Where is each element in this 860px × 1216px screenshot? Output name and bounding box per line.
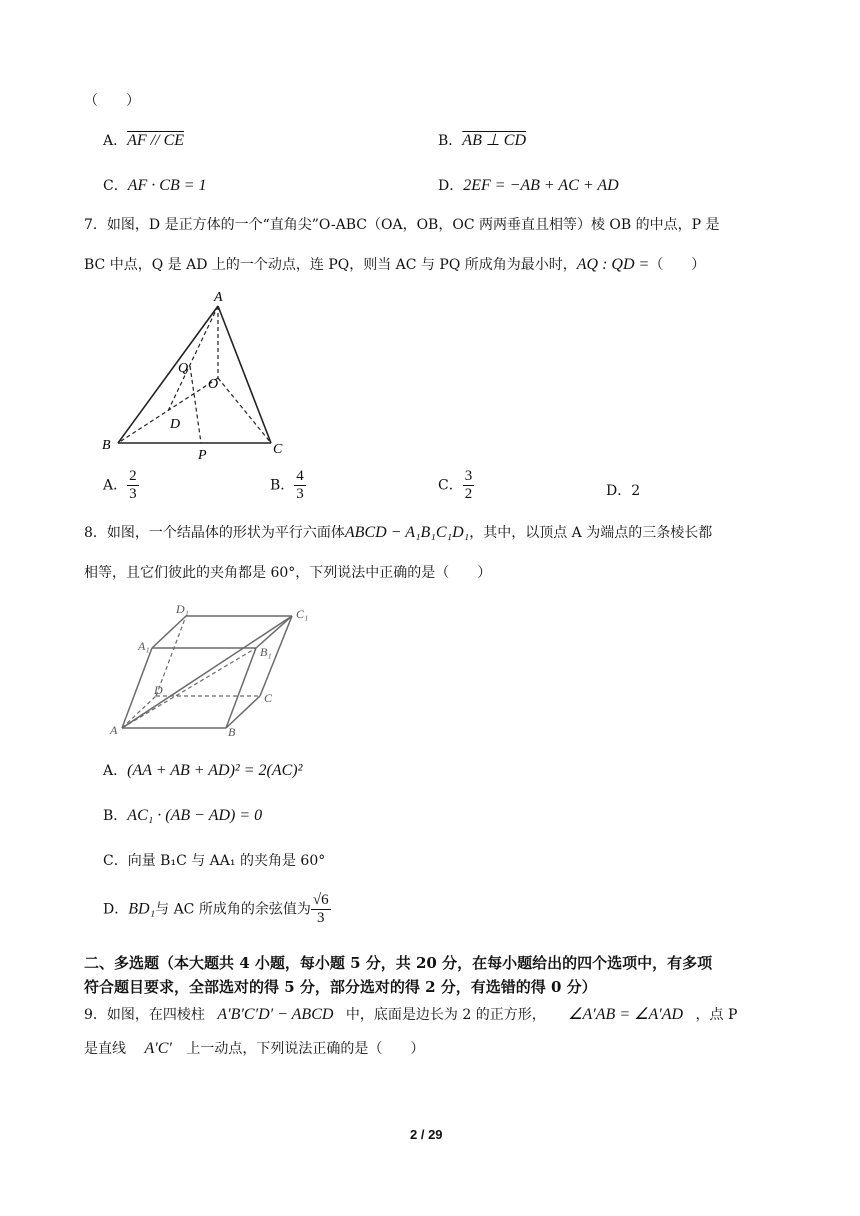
option-math: 2EF = −AB + AC + AD [463,177,619,194]
q7-label-q: Q [178,361,189,376]
q8-line1-start: 8．如图，一个结晶体的形状为平行六面体 [84,525,345,541]
numerator: √6 [312,892,329,908]
q8-stem-line2: 相等，且它们彼此的夹角都是 60°，下列说法中正确的是（ ） [84,565,492,581]
q7-label-p: P [198,448,207,463]
option-label: A． [103,763,128,779]
q8-option-d [103,892,331,927]
q9-stem-line1 [84,1004,737,1024]
q7-line2-end: （ ） [649,257,706,273]
section2-heading-line2: 符合题目要求，全部选对的得 5 分，部分选对的得 2 分，有选错的得 0 分） [84,978,597,996]
q7-label-d: D [170,417,181,432]
q7-stem-line2 [84,254,705,274]
numerator: 2 [129,468,137,484]
q7-line2-math: AQ : QD = [576,256,650,273]
option-math: AF · CB = 1 [127,177,207,194]
q7-option-b [270,468,306,503]
denominator: 2 [464,486,473,502]
q6-option-b [438,130,526,150]
denominator: 3 [296,486,304,502]
option-math: (AA + AB + AD)² = 2(AC)² [127,762,303,779]
page-number: 2 / 29 [410,1127,443,1142]
option-label: B． [270,477,295,494]
q9-line1-c: ，点 P [695,1007,738,1023]
section2-heading-line1: 二、多选题（本大题共 4 小题，每小题 5 分，共 20 分，在每小题给出的四个选项中，有多项 [84,954,713,972]
q8-label-c1: C₁ [296,607,309,621]
q7-stem-line1: 7．如图，D 是正方体的一个“直角尖”O-ABC（OA，OB，OC 两两垂直且相等）棱 OB 的中点，P 是 [84,217,720,233]
fraction [294,468,306,503]
option-math: AB ⊥ CD [462,132,527,149]
option-math: BD₁ [128,900,156,918]
q9-line2-math: A′C′ [144,1040,172,1057]
q8-label-d: D [154,683,163,697]
q8-label-c: C [264,691,273,705]
q8-parallelepiped-figure [108,598,328,740]
q9-line2-b: 上一动点，下列说法正确的是（ ） [186,1041,425,1057]
q6-option-d [438,175,619,195]
fraction [463,468,475,503]
q9-line1-b: 中，底面是边长为 2 的正方形， [345,1007,546,1023]
numerator: 4 [296,468,304,484]
option-label: A． [103,133,128,149]
q8-label-b1: B₁ [260,645,272,659]
q8-line1-math: ABCD − A₁B₁C₁D₁ [344,524,470,541]
option-label: B． [103,808,128,824]
numerator: 3 [464,468,473,484]
option-label: A． [103,477,128,494]
q9-stem-line2 [84,1038,424,1058]
q9-line1-math2: ∠A′AB = ∠A′AD [568,1006,684,1023]
q7-tetrahedron-figure [96,286,296,466]
q7-option-d: D．2 [606,483,641,499]
q7-label-o: O [208,377,219,392]
option-math: AF // CE [127,132,185,149]
option-label: C． [438,477,463,494]
denominator: 3 [129,486,137,502]
q8-label-d1: D₁ [176,602,189,616]
fraction [127,468,139,503]
option-label: B． [438,133,463,149]
q9-line1-math1: A′B′C′D′ − ABCD [217,1006,334,1023]
denominator: 3 [316,910,325,926]
option-label: D． [103,901,129,918]
q8-option-c [103,850,325,870]
option-label: C． [103,178,128,194]
q9-line2-a: 是直线 [84,1041,126,1057]
q8-line1-end: ，其中，以顶点 A 为端点的三条棱长都 [469,525,713,541]
q8-option-b [103,805,262,825]
q8-label-a: A [110,723,118,737]
q9-line1-a: 9．如图，在四棱柱 [84,1007,205,1023]
q7-line2-text: BC 中点，Q 是 AD 上的一个动点，连 PQ，则当 AC 与 PQ 所成角为最小时， [84,257,577,273]
q7-option-a [103,468,139,503]
option-math: AC₁ · (AB − AD) = 0 [127,807,263,824]
q8-label-b: B [228,725,236,739]
q6-paren: （ ） [84,93,140,109]
q7-label-c: C [273,442,283,457]
q7-label-a: A [214,290,223,305]
fraction [311,892,331,927]
q8-stem-line1 [84,522,712,542]
q7-option-c [438,468,474,503]
option-text: 向量 B₁C 与 AA₁ 的夹角是 60° [127,853,326,869]
q6-option-c [103,175,207,195]
q6-option-a [103,130,184,150]
q7-label-b: B [102,438,111,453]
option-label: C． [103,853,128,869]
q8-label-a1: A₁ [138,639,150,653]
option-text: 与 AC 所成角的余弦值为 [155,901,311,918]
q8-option-a [103,760,302,780]
option-label: D． [438,178,464,194]
